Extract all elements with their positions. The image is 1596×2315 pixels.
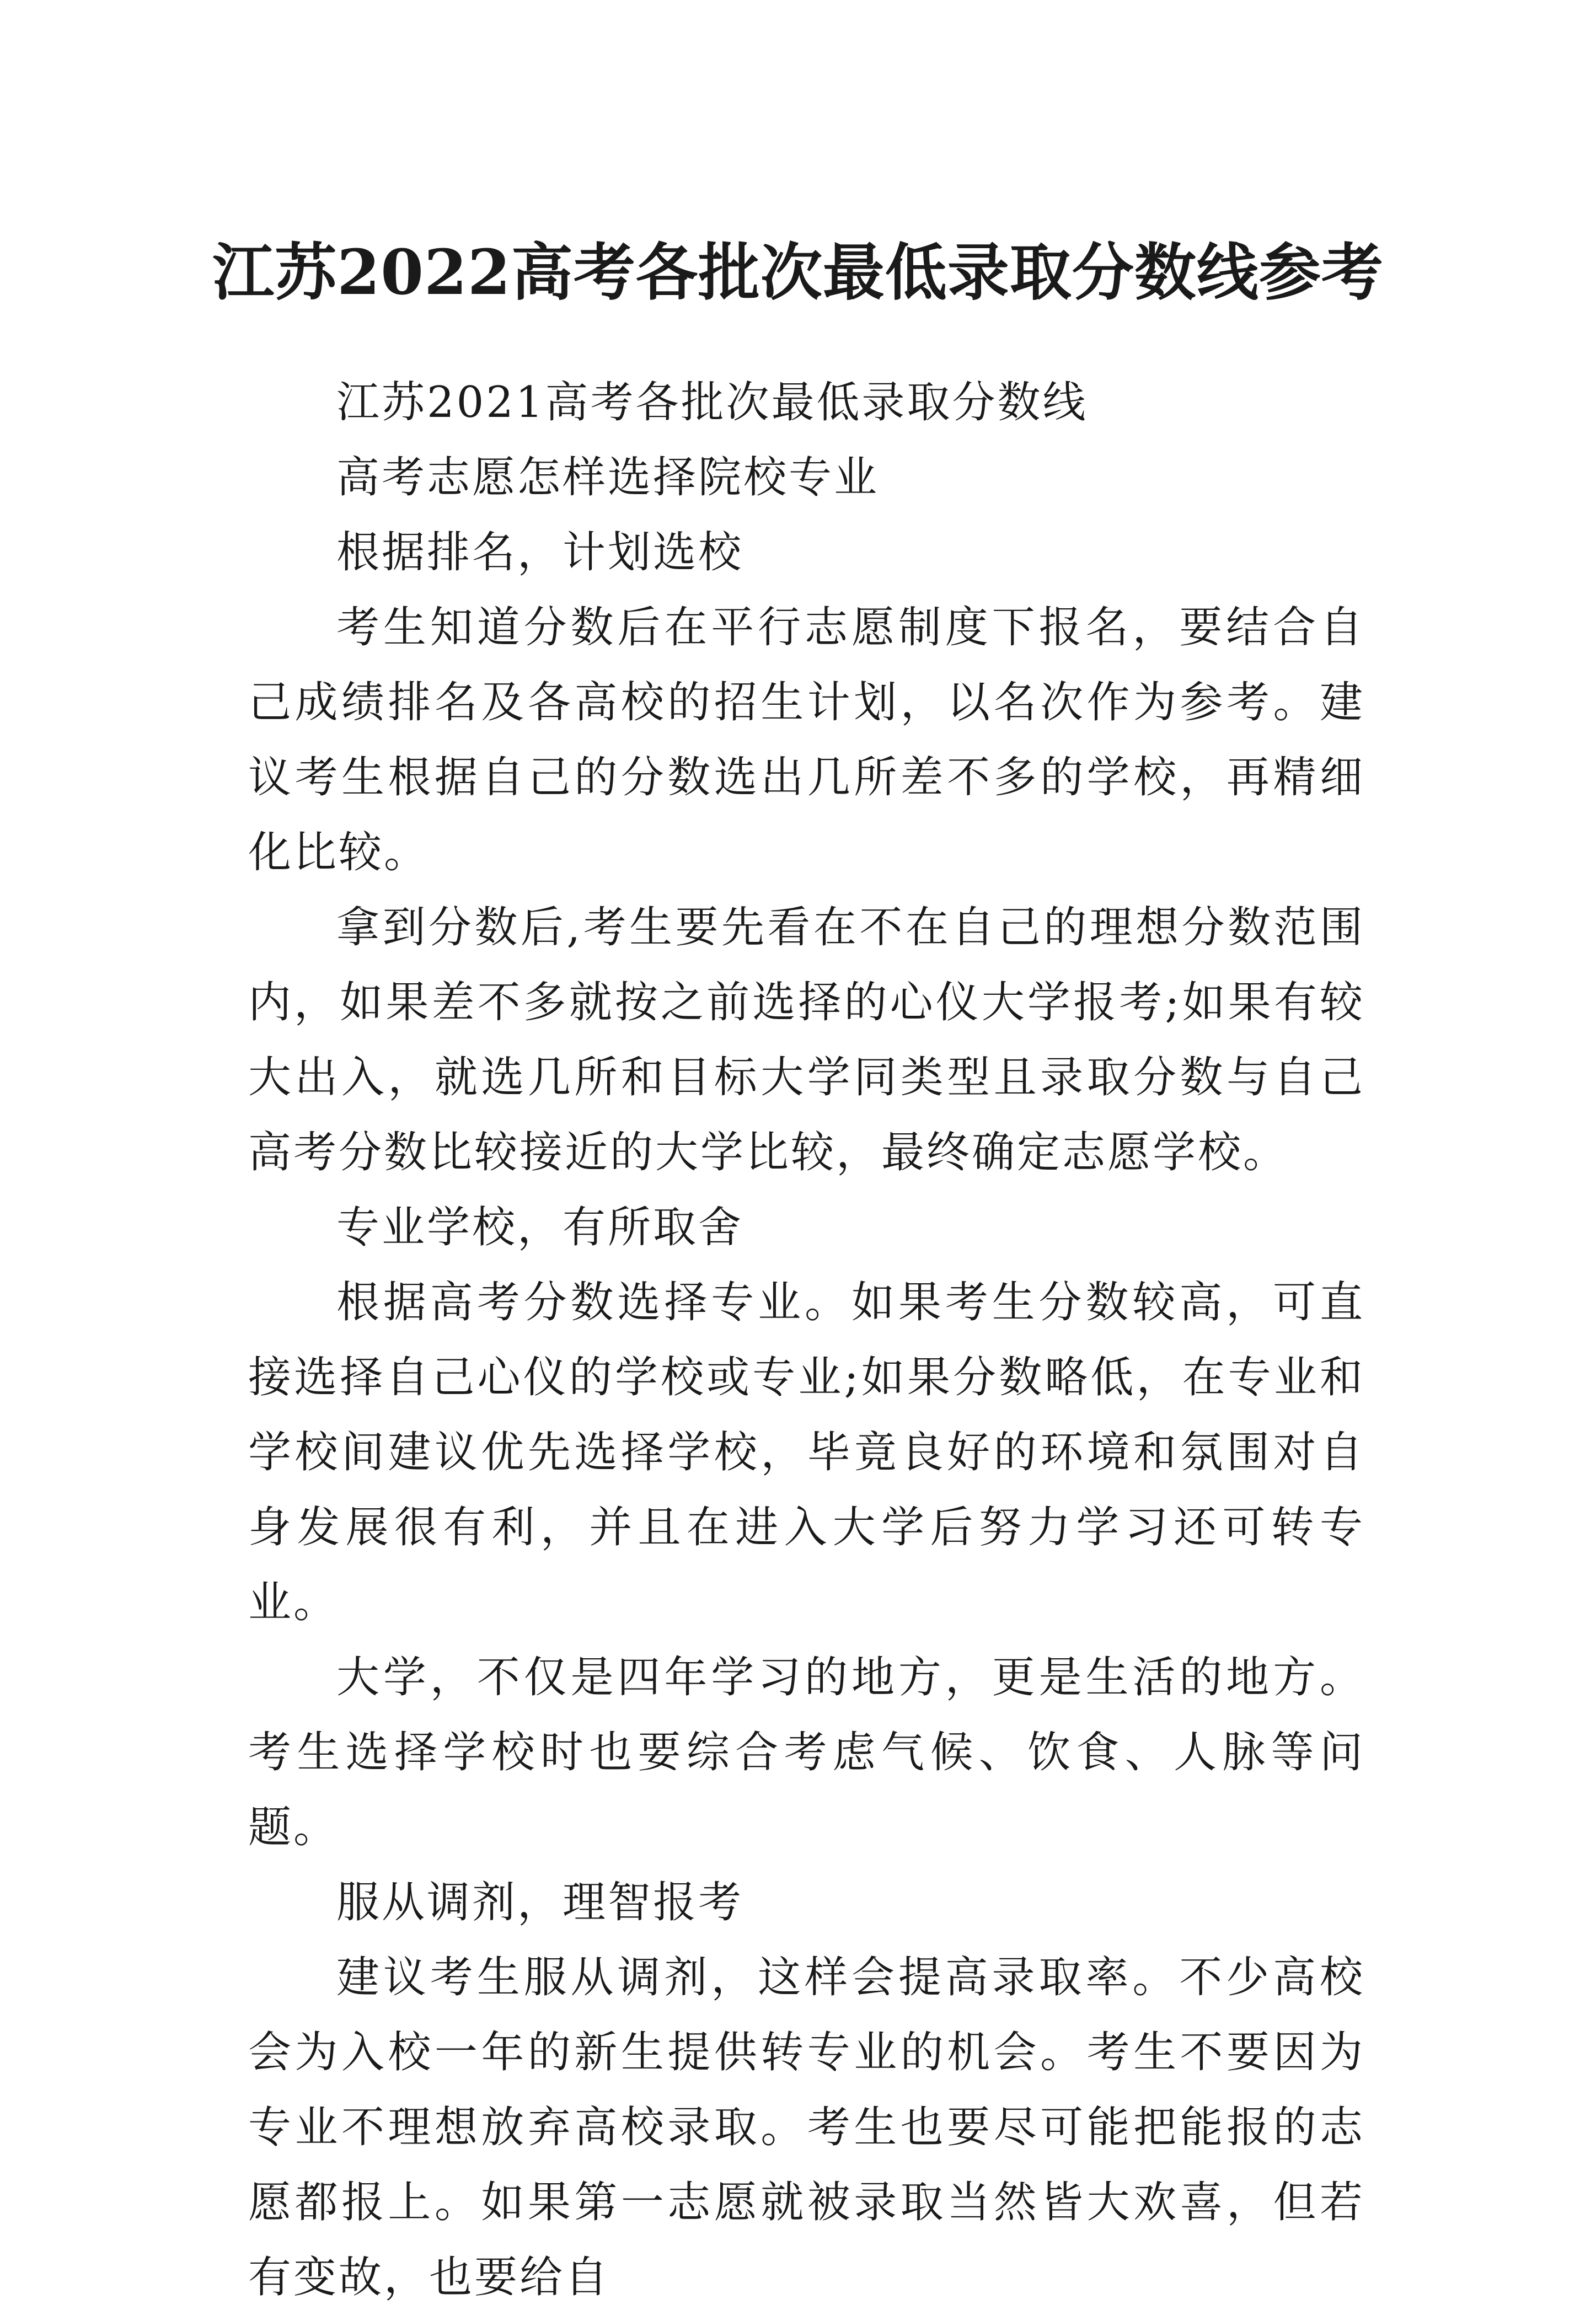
paragraph: 拿到分数后,考生要先看在不在自己的理想分数范围内，如果差不多就按之前选择的心仪大学报考;如果有较大出入，就选几所和目标大学同类型且录取分数与自己高考分数比较接近的大学比较，最终确定志愿学校。 bbox=[248, 903, 1365, 1177]
paragraph-subheading: 高考志愿怎样选择院校专业 bbox=[336, 453, 880, 502]
paragraph: 大学，不仅是四年学习的地方，更是生活的地方。考生选择学校时也要综合考虑气候、饮食、人脉等问题。 bbox=[248, 1653, 1365, 1852]
paragraph: 建议考生服从调剂，这样会提高录取率。不少高校会为入校一年的新生提供转专业的机会。考生不要因为专业不理想放弃高校录取。考生也要尽可能把能报的志愿都报上。如果第一志愿就被录取当然皆大欢喜，但若有变故，也要给自 bbox=[248, 1953, 1365, 2302]
paragraph: 根据高考分数选择专业。如果考生分数较高，可直接选择自己心仪的学校或专业;如果分数略低，在专业和学校间建议优先选择学校，毕竟良好的环境和氛围对自身发展很有利，并且在进入大学后努力学习还可转专业。 bbox=[248, 1278, 1365, 1627]
paragraph-subheading: 江苏2021高考各批次最低录取分数线 bbox=[336, 378, 1088, 427]
paragraph-section-heading: 根据排名，计划选校 bbox=[336, 528, 744, 577]
paragraph-section-heading: 服从调剂，理智报考 bbox=[336, 1878, 744, 1927]
paragraph-section-heading: 专业学校，有所取舍 bbox=[336, 1203, 744, 1252]
document-title: 江苏2022高考各批次最低录取分数线参考 bbox=[212, 237, 1384, 309]
document-body bbox=[248, 365, 1365, 2315]
paragraph: 考生知道分数后在平行志愿制度下报名，要结合自己成绩排名及各高校的招生计划，以名次作为参考。建议考生根据自己的分数选出几所差不多的学校，再精细化比较。 bbox=[248, 603, 1365, 877]
